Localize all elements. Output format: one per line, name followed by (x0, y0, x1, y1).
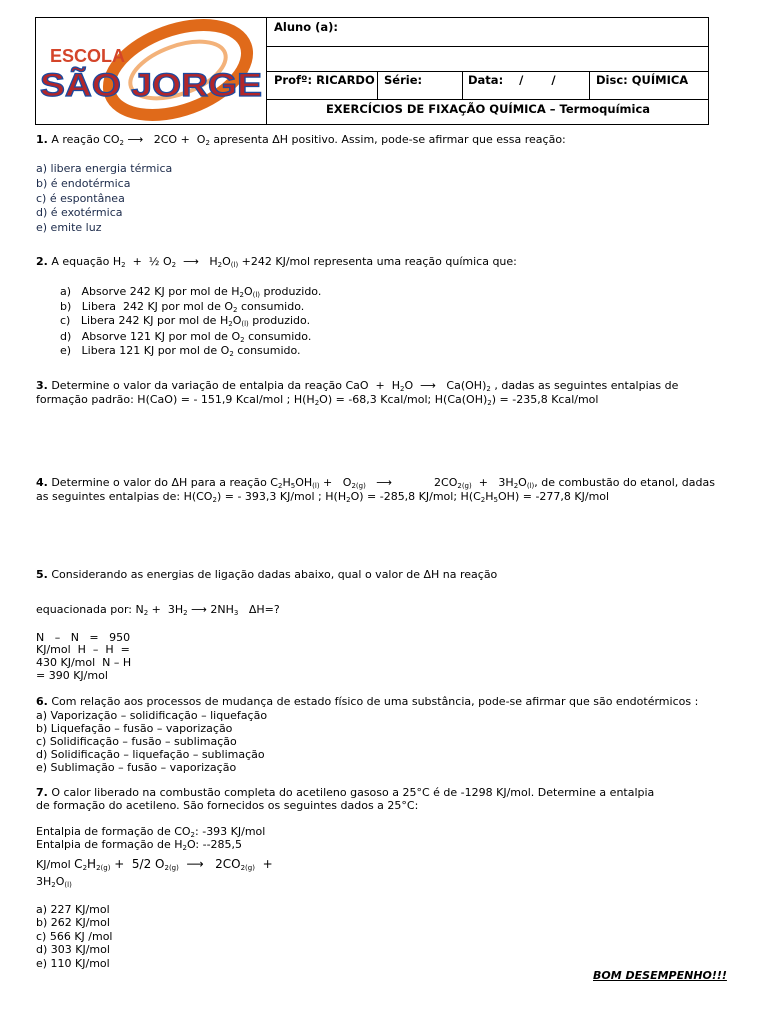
q2-option: c) Libera 242 KJ por mol de $H_2O_{(l)}$ produzido. (60, 314, 311, 328)
divider (267, 71, 709, 72)
bond-energy-line: 430 KJ/mol N – H (36, 656, 132, 669)
q2-option: a) Absorve 242 KJ por mol de $H_2O_{(l)}$ produzido. (60, 285, 322, 299)
q2-option: e) Libera 121 KJ por mol de $O_2$ consumido. (60, 344, 301, 358)
question-5-text: Considerando as energias de ligação dadas abaixo, qual o valor de ΔH na reação (51, 568, 498, 581)
question-5-equation: equacionada por: $N_2 + 3H_2$ ⟶ $2NH_3$ ΔH=? (36, 603, 280, 617)
question-4: 4. Determine o valor do ΔH para a reação $C_2H_5OH_{(l)} + O_{2(g)}$ ⟶ $2CO_{2(g)} + 3H_2O_{(l)}$, de combustão do etanol, dadas (36, 476, 715, 490)
q7-equation: KJ/mol $C_2H_{2(g)} + 5/2$ $O_{2(g)}$ ⟶ $2CO_{2(g)}$ + (36, 857, 273, 872)
divider (462, 71, 463, 99)
question-number: 7. (36, 786, 48, 799)
bond-energy-line: = 390 KJ/mol (36, 669, 108, 682)
q7-data-h2o: Entalpia de formação de $H_2O$: --285,5 (36, 838, 243, 852)
q1-option: a) libera energia térmica (36, 162, 173, 175)
footer-message: BOM DESEMPENHO!!! (593, 969, 727, 982)
q7-option: a) 227 KJ/mol (36, 903, 110, 916)
q1-option: b) é endotérmica (36, 177, 131, 190)
question-7-line-2: de formação do acetileno. São fornecidos os seguintes dados a 25°C: (36, 799, 419, 812)
bond-energy-line: KJ/mol H – H = (36, 643, 130, 656)
q7-option: d) 303 KJ/mol (36, 943, 110, 956)
question-7-text: O calor liberado na combustão completa do acetileno gasoso a 25°C é de -1298 KJ/mol. Determine a entalpia (51, 786, 655, 799)
question-number: 4. (36, 476, 48, 489)
student-label: Aluno (a): (274, 20, 338, 34)
worksheet-title: EXERCÍCIOS DE FIXAÇÃO QUÍMICA – Termoquímica (325, 102, 651, 116)
logo-text-sao-jorge: SÃO JORGE (40, 67, 262, 103)
teacher-label: Profº: RICARDO (274, 73, 375, 87)
divider (267, 46, 709, 47)
q7-option: b) 262 KJ/mol (36, 916, 110, 929)
q2-option: b) Libera 242 KJ por mol de $O_2$ consumido. (60, 300, 305, 314)
question-number: 6. (36, 695, 48, 708)
q6-option: a) Vaporização – solidificação – liquefação (36, 709, 268, 722)
question-3: 3. Determine o valor da variação de entalpia da reação CaO + $H_2O$ ⟶ $Ca(OH)_2$ , dadas as seguintes entalpias de (36, 379, 679, 393)
question-6 (36, 695, 698, 708)
discipline-label: Disc: QUÍMICA (596, 73, 689, 87)
school-logo-graphic (36, 18, 267, 124)
question-6-text: Com relação aos processos de mudança de estado físico de uma substância, pode-se afirmar que são endotérmicos : (51, 695, 699, 708)
question-number: 2. (36, 255, 48, 268)
q7-data-co2: Entalpia de formação de $CO_2$: -393 KJ/mol (36, 825, 266, 839)
q2-option: d) Absorve 121 KJ por mol de $O_2$ consumido. (60, 330, 312, 344)
q6-option: c) Solidificação – fusão – sublimação (36, 735, 237, 748)
school-logo (36, 18, 267, 124)
divider (267, 99, 709, 100)
q1-option: e) emite luz (36, 221, 102, 234)
date-label: Data: / / (468, 73, 556, 87)
q7-option: e) 110 KJ/mol (36, 957, 110, 970)
question-7 (36, 786, 654, 799)
divider (377, 71, 378, 99)
question-3-line-2: formação padrão: H(CaO) = - 151,9 Kcal/mol ; $H(H_2O) = -68,3$ Kcal/mol; $H(Ca(OH)_2) = -235,8$ Kcal/mol (36, 393, 599, 407)
question-1: 1. A reação $CO_2$ ⟶ $2CO + O_2$ apresenta ΔH positivo. Assim, pode-se afirmar que essa reação: (36, 133, 566, 147)
question-5 (36, 568, 497, 581)
q6-option: b) Liquefação – fusão – vaporização (36, 722, 233, 735)
question-2: 2. A equação $H_2$ + ½ $O_2$ ⟶ $H_2O_{(l)} +242$ KJ/mol representa uma reação química que: (36, 255, 517, 269)
q7-option: c) 566 KJ /mol (36, 930, 113, 943)
question-number: 5. (36, 568, 48, 581)
question-number: 1. (36, 133, 48, 146)
q1-option: d) é exotérmica (36, 206, 123, 219)
logo-text-escola: ESCOLA (50, 46, 126, 66)
q6-option: d) Solidificação – liquefação – sublimação (36, 748, 265, 761)
question-4-line-2: as seguintes entalpias de: $H(CO_2)$ = - 393,3 KJ/mol ; $H(H_2O) = -285,8$ KJ/mol; $H(C_2H_5OH) = -277,8$ KJ/mol (36, 490, 610, 504)
grade-label: Série: (384, 73, 423, 87)
question-number: 3. (36, 379, 48, 392)
bond-energy-line: N – N = 950 (36, 631, 131, 644)
q1-option: c) é espontânea (36, 192, 125, 205)
q6-option: e) Sublimação – fusão – vaporização (36, 761, 237, 774)
q7-equation-line-2: $3H_2O_{(l)}$ (36, 875, 72, 889)
divider (589, 71, 590, 99)
header-table (35, 17, 709, 125)
